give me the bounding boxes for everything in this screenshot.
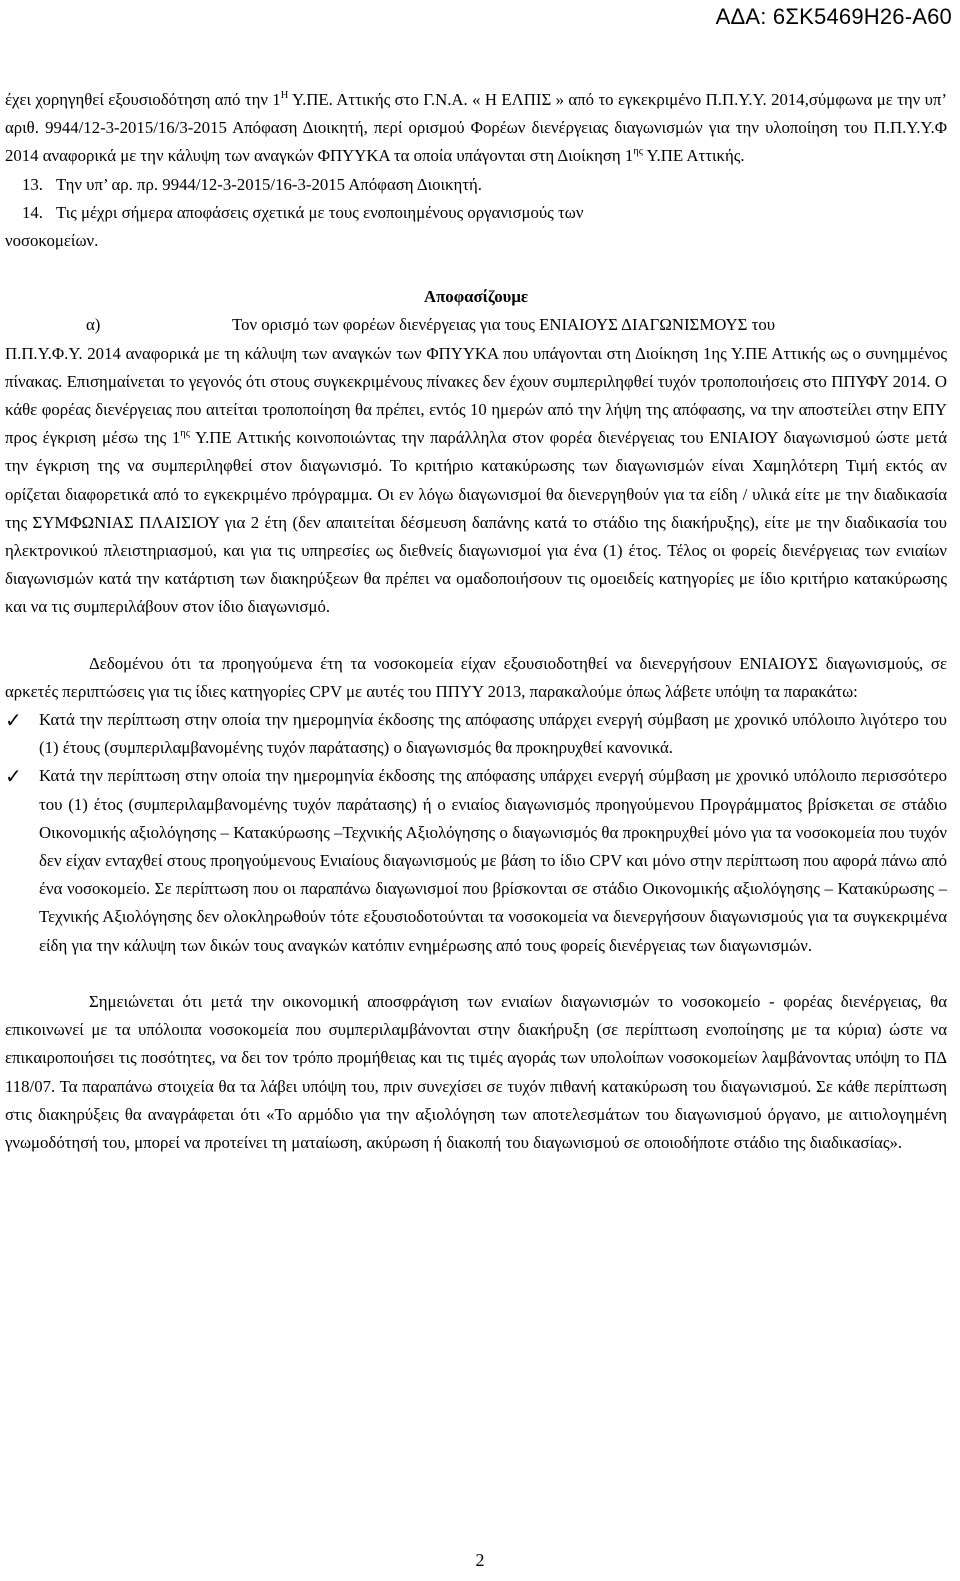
list-item-13: 13. Την υπ’ αρ. πρ. 9944/12-3-2015/16-3-2015 Απόφαση Διοικητή. bbox=[22, 174, 482, 194]
check-icon: ✓ bbox=[5, 764, 22, 789]
list-item-14-continuation: νοσοκομείων. bbox=[5, 231, 99, 251]
bullet-item: ✓ Κατά την περίπτωση στην οποία την ημερομηνία έκδοσης της απόφασης υπάρχει ενεργή σύμβαση με χρονικό υπόλοιπο λιγότερο του (1) έτους (συμπεριλαμβανομένης τυχόν παράτασης) ο διαγωνισμός θα προκηρυχθεί κανονικά. bbox=[5, 706, 947, 762]
document-body bbox=[5, 86, 947, 1157]
list-item-14: 14. Τις μέχρι σήμερα αποφάσεις σχετικά με τους ενοποιημένους οργανισμούς των bbox=[22, 202, 584, 222]
decision-heading: Αποφασίζουμε bbox=[423, 287, 528, 307]
page-number: 2 bbox=[475, 1550, 485, 1570]
decision-body: Π.Π.Υ.Φ.Υ. 2014 αναφορικά με τη κάλυψη των αναγκών των ΦΠΥΥΚΑ που υπάγονται στη Διοίκηση 1ης Υ.ΠΕ Αττικής ως ο συνημμένος πίνακας. Επισημαίνεται το γεγονός ότι στους συγκεκριμένους πίνακες δεν έχουν συμπεριληφθεί τυχόν τροποποιήσεις στο ΠΠΥΦΥ 2014. Ο κάθε φορέας διενέργειας που αιτείται τροποποίηση θα πρέπει, εντός 10 ημερών από την λήψη της απόφασης, να την αποστείλει στην ΕΠΥ προς έγκριση μέσω της $1^{\eta\varsigma}$ Υ.ΠΕ Αττικής κοινοποιώντας την παράλληλα στον φορέα διενέργειας του ΕΝΙΑΙΟΥ διαγωνισμού ώστε μετά την έγκριση της να συμπεριληφθεί στον διαγωνισμό. Το κριτήριο κατακύρωσης των διαγωνισμών είναι Χαμηλότερη Τιμή εκτός αν ορίζεται διαφορετικά από το εγκεκριμένο πρόγραμμα. Οι εν λόγω διαγωνισμοί θα διενεργηθούν για τα είδη / υλικά είτε με την διαδικασία της ΣΥΜΦΩΝΙΑΣ ΠΛΑΙΣΙΟΥ για 2 έτη (δεν απαιτείται δέσμευση δαπάνης κατά το στάδιο της διακήρυξης), είτε με την διαδικασία του ηλεκτρονικού πλειστηριασμού, και για τις υπηρεσίες ως διεθνείς διαγωνισμοί για ένα (1) έτος. Τέλος οι φορείς διενέργειας των ενιαίων διαγωνισμών κατά την κατάρτιση των διακηρύξεων θα πρέπει να ομαδοποιήσουν τις ομοειδείς κατηγορίες με ίδιο κριτήριο κατακύρωσης και να τις συμπεριλάβουν στον ίδιο διαγωνισμό. bbox=[5, 343, 948, 617]
bullet-item: ✓ Κατά την περίπτωση στην οποία την ημερομηνία έκδοσης της απόφασης υπάρχει ενεργή σύμβαση με χρονικό υπόλοιπο περισσότερο του (1) έτος (συμπεριλαμβανομένης τυχόν παράτασης) ή ο ενιαίος διαγωνισμός προηγούμενου Προγράμματος βρίσκεται σε στάδιο Οικονομικής αξιολόγησης – Κατακύρωσης –Τεχνικής Αξιολόγησης ο διαγωνισμός θα προκηρυχθεί μόνο για τα νοσοκομεία που τυχόν δεν είχαν ενταχθεί στους προηγούμενους Ενιαίους διαγωνισμούς με βάση το ίδιο CPV και μόνο στην περίπτωση που αφορά πάνω από ένα νοσοκομείο. Σε περίπτωση που οι παραπάνω διαγωνισμοί που βρίσκονται σε στάδιο Οικονομικής αξιολόγησης – Κατακύρωσης –Τεχνικής Αξιολόγησης δεν ολοκληρωθούν τότε εξουσιοδοτούνται τα νοσοκομεία να διενεργήσουν διαγωνισμούς για τα συγκεκριμένα είδη για την κάλυψη των δικών τους αναγκών κατόπιν ενημέρωσης από τους φορείς διενέργειας των διαγωνισμών. bbox=[5, 762, 947, 959]
given-paragraph: Δεδομένου ότι τα προηγούμενα έτη τα νοσοκομεία είχαν εξουσιοδοτηθεί να διενεργήσουν ΕΝΙΑΙΟΥΣ διαγωνισμούς, σε αρκετές περιπτώσεις για τις ίδιες κατηγορίες CPV με αυτές του ΠΠΥΥ 2013, παρακαλούμε όπως λάβετε υπόψη τα παρακάτω: bbox=[5, 653, 947, 701]
check-icon: ✓ bbox=[5, 708, 22, 733]
intro-paragraph: έχει χορηγηθεί εξουσιοδότηση από την $1^H$ Υ.ΠΕ. Αττικής στο Γ.Ν.Α. « Η ΕΛΠΙΣ » από το εγκεκριμένο Π.Π.Υ.Υ. 2014,σύμφωνα με την υπ’ αριθ. 9944/12-3-2015/16/3-2015 Απόφαση Διοικητή, περί ορισμού Φορέων διενέργειας διαγωνισμών για την υλοποίηση του Π.Π.Υ.Υ.Φ 2014 αναφορικά με την κάλυψη των αναγκών ΦΠΥΥΚΑ τα οποία υπάγονται στη Διοίκηση $1^{\eta\varsigma}$ Υ.ΠΕ Αττικής. bbox=[5, 90, 947, 166]
decision-point-a: α) Τον ορισμό των φορέων διενέργειας για τους ΕΝΙΑΙΟΥΣ ΔΙΑΓΩΝΙΣΜΟΥΣ του bbox=[86, 315, 776, 335]
ada-code: ΑΔΑ: 6ΣΚ5469Η26-Α60 bbox=[715, 4, 952, 29]
note-paragraph: Σημειώνεται ότι μετά την οικονομική αποσφράγιση των ενιαίων διαγωνισμών το νοσοκομείο - φορέας διενέργειας, θα επικοινωνεί με τα υπόλοιπα νοσοκομεία που συμπεριλαμβάνονται στην διακήρυξη (σε περίπτωση ενοποίησης με τα κύρια) ώστε να επικαιροποιήσει τις ποσότητες, να δει τον τρόπο προμήθειας και τις τιμές αγοράς των υπολοίπων νοσοκομείων λαμβάνοντας υπόψη το ΠΔ 118/07. Τα παραπάνω στοιχεία θα τα λάβει υπόψη του, πριν συνεχίσει σε τυχόν πιθανή κατακύρωση του διαγωνισμού. Σε κάθε περίπτωση στις διακηρύξεις θα αναγράφεται ότι «Το αρμόδιο για την αξιολόγηση των αποτελεσμάτων του διαγωνισμού όργανο, με αιτιολογημένη γνωμοδότησή του, μπορεί να προτείνει τη ματαίωση, ακύρωση ή διακοπή του διαγωνισμού σε οποιοδήποτε στάδιο της διαδικασίας». bbox=[5, 991, 947, 1152]
